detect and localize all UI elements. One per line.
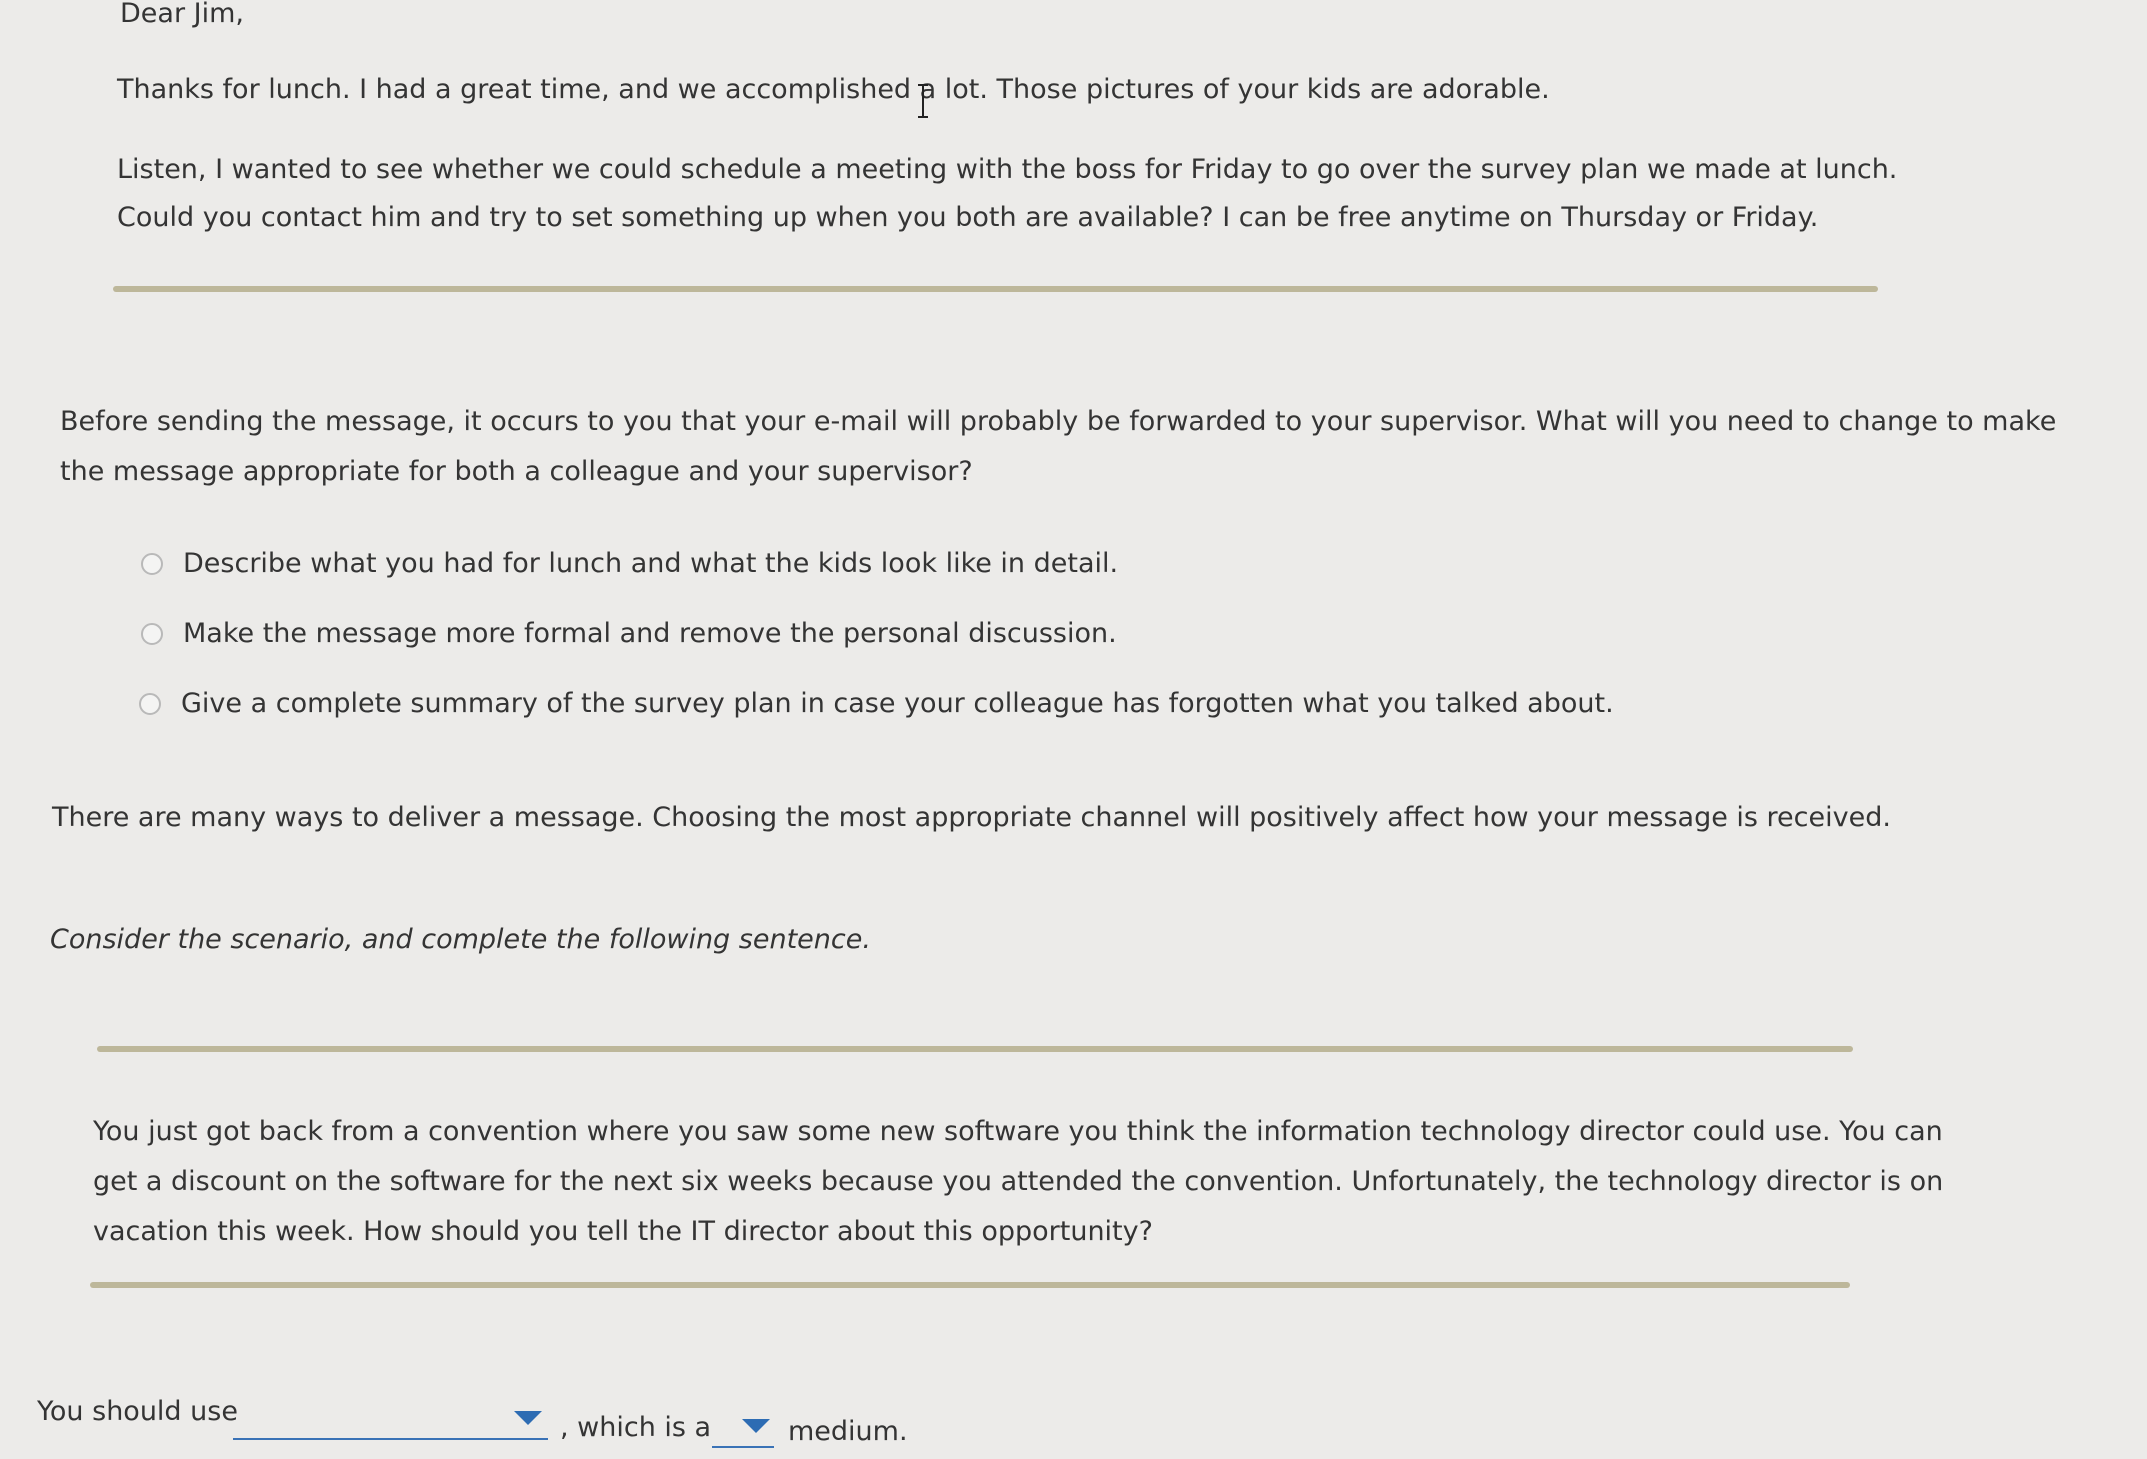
scenario-line-3: vacation this week. How should you tell the IT director about this opportunity? [93, 1216, 1153, 1247]
medium-dropdown[interactable] [712, 1406, 774, 1448]
sentence-suffix: medium. [788, 1416, 908, 1447]
scenario-divider-top [97, 1046, 1853, 1052]
caret-down-icon[interactable] [514, 1411, 542, 1425]
email-paragraph-1: Thanks for lunch. I had a great time, and we accomplished a lot. Those pictures of your kids are adorable. [117, 74, 1550, 105]
email-paragraph-2-line-2: Could you contact him and try to set something up when you both are available? I can be free anytime on Thursday or Friday. [117, 202, 1819, 233]
option-more-formal[interactable] [141, 616, 1117, 652]
instruction-text: Consider the scenario, and complete the following sentence. [50, 924, 871, 955]
scenario-line-1: You just got back from a convention where you saw some new software you think the information technology director could use. You can [93, 1116, 1943, 1147]
email-salutation: Dear Jim, [120, 0, 244, 29]
option-describe-lunch[interactable] [141, 546, 1118, 582]
option-label: Give a complete summary of the survey plan in case your colleague has forgotten what you talked about. [181, 688, 1614, 719]
radio-icon[interactable] [139, 693, 161, 715]
intro-text: There are many ways to deliver a message. Choosing the most appropriate channel will positively affect how your message is received. [52, 802, 1891, 833]
email-paragraph-2-line-1: Listen, I wanted to see whether we could schedule a meeting with the boss for Friday to go over the survey plan we made at lunch. [117, 154, 1898, 185]
email-divider [113, 286, 1878, 292]
sentence-middle: , which is a [560, 1412, 712, 1443]
option-complete-summary[interactable] [139, 686, 1614, 722]
question1-prompt-line-1: Before sending the message, it occurs to you that your e-mail will probably be forwarded to your supervisor. What will you need to change to make [60, 406, 2057, 437]
option-label: Describe what you had for lunch and what the kids look like in detail. [183, 548, 1119, 579]
option-label: Make the message more formal and remove the personal discussion. [183, 618, 1117, 649]
channel-dropdown[interactable] [233, 1398, 548, 1440]
radio-icon[interactable] [141, 623, 163, 645]
scenario-line-2: get a discount on the software for the next six weeks because you attended the convention. Unfortunately, the technology director is on [93, 1166, 1944, 1197]
question1-prompt-line-2: the message appropriate for both a colleague and your supervisor? [60, 456, 973, 487]
radio-icon[interactable] [141, 553, 163, 575]
caret-down-icon[interactable] [742, 1419, 770, 1433]
text-cursor-icon [916, 84, 930, 118]
scenario-divider-bottom [90, 1282, 1850, 1288]
sentence-prefix: You should use [37, 1396, 238, 1427]
